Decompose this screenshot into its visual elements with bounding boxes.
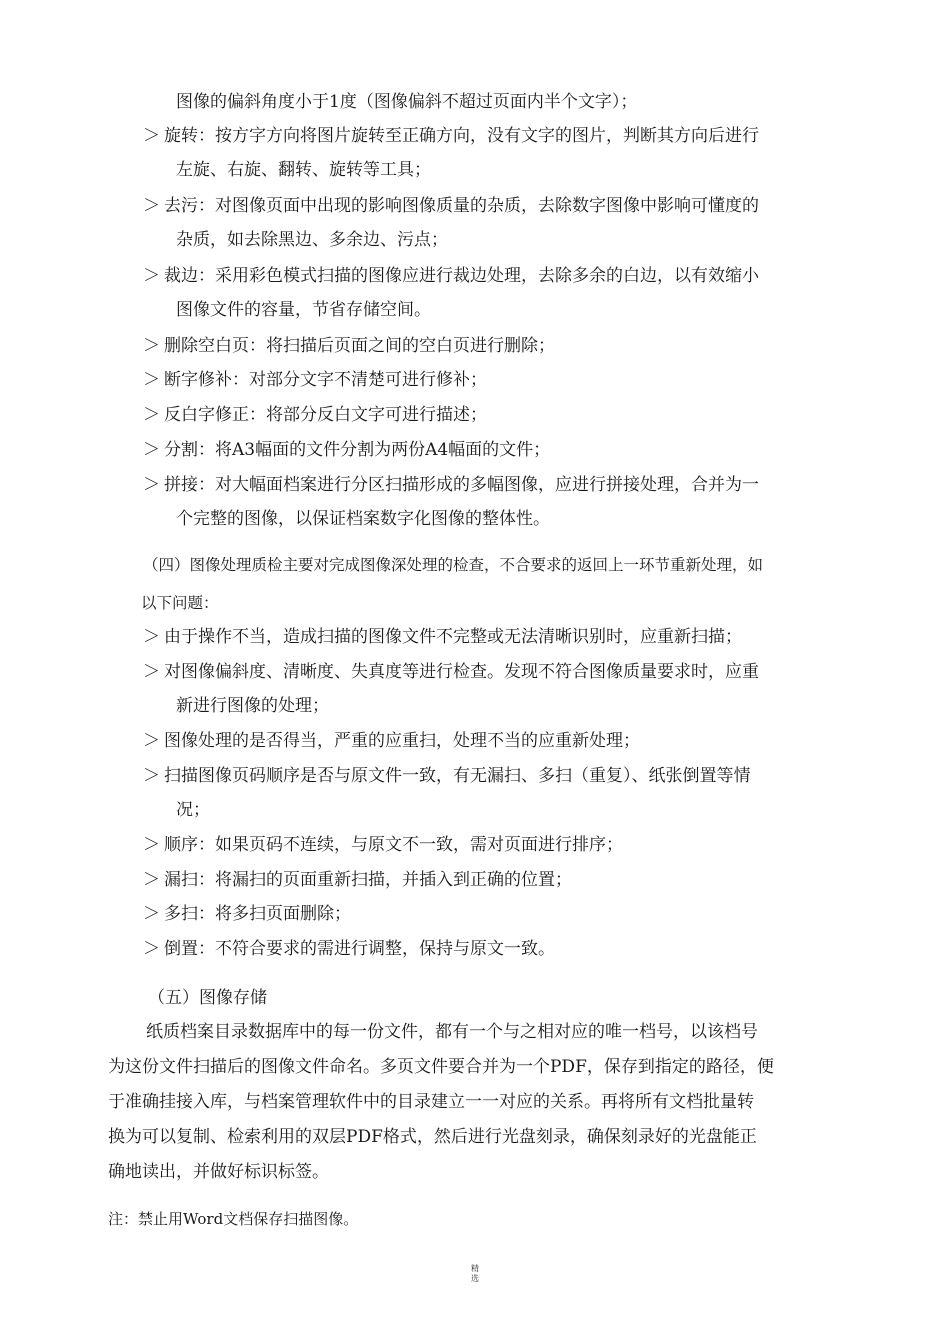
text-line: 多扫：将多扫页面删除； bbox=[164, 904, 351, 924]
text-line: 对图像偏斜度、清晰度、失真度等进行检查。发现不符合图像质量要求时，应重 bbox=[164, 662, 759, 682]
footer-char: 精 bbox=[471, 1264, 479, 1273]
bullet-arrow-icon: ＞ bbox=[143, 627, 160, 647]
text-line: 断字修补：对部分文字不清楚可进行修补； bbox=[164, 370, 487, 390]
bullet-arrow-icon: ＞ bbox=[143, 405, 160, 425]
bullet-arrow-icon: ＞ bbox=[143, 196, 160, 216]
bullet-arrow-icon: ＞ bbox=[143, 126, 160, 146]
text-line: 去污：对图像页面中出现的影响图像质量的杂质，去除数字图像中影响可懂度的 bbox=[164, 196, 759, 216]
text-line: 倒置：不符合要求的需进行调整，保持与原文一致。 bbox=[164, 939, 555, 959]
text-line: 杂质，如去除黑边、多余边、污点； bbox=[176, 230, 448, 250]
bullet-arrow-icon: ＞ bbox=[143, 835, 160, 855]
bullet-arrow-icon: ＞ bbox=[143, 731, 160, 751]
text-line: 扫描图像页码顺序是否与原文件一致，有无漏扫、多扫（重复）、纸张倒置等情 bbox=[164, 766, 751, 786]
text-line: 分割：将A3幅面的文件分割为两份A4幅面的文件； bbox=[164, 440, 551, 460]
text-line: 为这份文件扫描后的图像文件命名。多页文件要合并为一个PDF，保存到指定的路径，便 bbox=[108, 1057, 774, 1077]
text-line: 漏扫：将漏扫的页面重新扫描，并插入到正确的位置； bbox=[164, 870, 572, 890]
text-line: 确地读出，并做好标识标签。 bbox=[108, 1162, 329, 1182]
text-line: 顺序：如果页码不连续，与原文不一致，需对页面进行排序； bbox=[164, 835, 623, 855]
section-heading: （五）图像存储 bbox=[148, 988, 267, 1008]
note-line: 注：禁止用Word文档保存扫描图像。 bbox=[108, 1210, 359, 1228]
section-heading: （四）图像处理质检主要对完成图像深处理的检查，不合要求的返回上一环节重新处理，如 bbox=[143, 556, 764, 574]
bullet-arrow-icon: ＞ bbox=[143, 336, 160, 356]
bullet-arrow-icon: ＞ bbox=[143, 475, 160, 495]
text-line: 反白字修正：将部分反白文字可进行描述； bbox=[164, 405, 487, 425]
bullet-arrow-icon: ＞ bbox=[143, 266, 160, 286]
bullet-arrow-icon: ＞ bbox=[143, 870, 160, 890]
text-line: 图像处理的是否得当，严重的应重扫，处理不当的应重新处理； bbox=[164, 731, 640, 751]
footer-char: 选 bbox=[471, 1274, 479, 1283]
bullet-arrow-icon: ＞ bbox=[143, 662, 160, 682]
bullet-arrow-icon: ＞ bbox=[143, 370, 160, 390]
text-line: 新进行图像的处理； bbox=[176, 696, 329, 716]
text-line: 以下问题： bbox=[141, 594, 219, 612]
text-line: 旋转：按方字方向将图片旋转至正确方向，没有文字的图片，判断其方向后进行 bbox=[164, 126, 759, 146]
text-line: 况； bbox=[176, 800, 210, 820]
text-line: 图像的偏斜角度小于1度（图像偏斜不超过页面内半个文字）； bbox=[176, 92, 638, 112]
bullet-arrow-icon: ＞ bbox=[143, 939, 160, 959]
text-line: 由于操作不当，造成扫描的图像文件不完整或无法清晰识别时，应重新扫描； bbox=[164, 627, 742, 647]
text-line: 换为可以复制、检索利用的双层PDF格式，然后进行光盘刻录，确保刻录好的光盘能正 bbox=[108, 1127, 757, 1147]
bullet-arrow-icon: ＞ bbox=[143, 904, 160, 924]
text-line: 删除空白页：将扫描后页面之间的空白页进行删除； bbox=[164, 336, 555, 356]
text-line: 个完整的图像，以保证档案数字化图像的整体性。 bbox=[176, 509, 550, 529]
text-line: 图像文件的容量，节省存储空间。 bbox=[176, 300, 431, 320]
text-line: 于准确挂接入库，与档案管理软件中的目录建立一一对应的关系。再将所有文档批量转 bbox=[108, 1092, 754, 1112]
text-line: 拼接：对大幅面档案进行分区扫描形成的多幅图像，应进行拼接处理，合并为一 bbox=[164, 475, 759, 495]
text-line: 裁边：采用彩色模式扫描的图像应进行裁边处理，去除多余的白边，以有效缩小 bbox=[164, 266, 759, 286]
text-line: 纸质档案目录数据库中的每一份文件，都有一个与之相对应的唯一档号，以该档号 bbox=[146, 1022, 758, 1042]
bullet-arrow-icon: ＞ bbox=[143, 440, 160, 460]
bullet-arrow-icon: ＞ bbox=[143, 766, 160, 786]
page-footer bbox=[463, 1264, 487, 1284]
text-line: 左旋、右旋、翻转、旋转等工具； bbox=[176, 160, 431, 180]
